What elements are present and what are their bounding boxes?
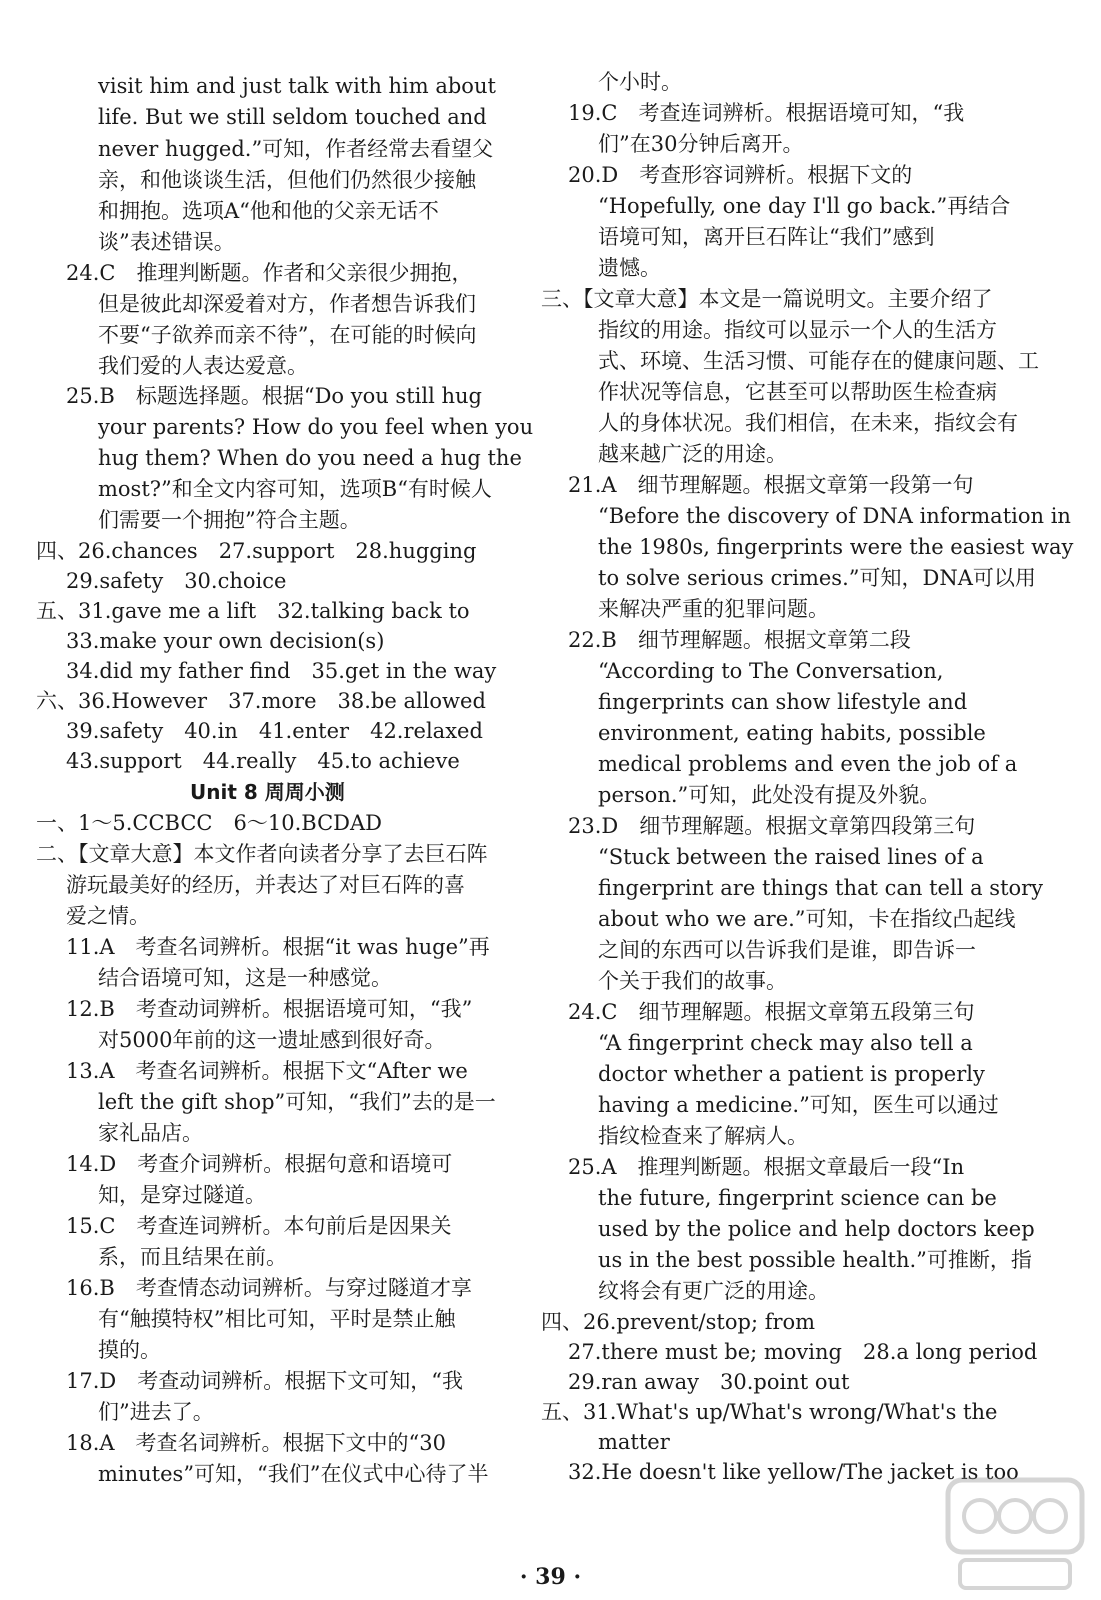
left-text-line: 们需要一个拥抱”符合主题。: [98, 508, 361, 532]
right-text-line: 语境可知，离开巨石阵让“我们”感到: [598, 225, 935, 249]
right-text-line: “A fingerprint check may also tell a: [598, 1031, 973, 1055]
right-text-line: 人的身体状况。我们相信，在未来，指纹会有: [598, 411, 1018, 435]
right-text-line: 纹将会有更广泛的用途。: [598, 1279, 829, 1303]
right-text-line: 23.D 细节理解题。根据文章第四段第三句: [568, 814, 976, 838]
right-text-line: 32.He doesn't like yellow/The jacket is too: [568, 1460, 1019, 1484]
right-text-line: medical problems and even the job of a: [598, 752, 1018, 776]
left-text-line: 家礼品店。: [98, 1121, 203, 1145]
left-text-line: 16.B 考查情态动词辨析。与穿过隧道才享: [66, 1276, 472, 1300]
page-number: · 39 ·: [519, 1564, 582, 1590]
left-text-line: 17.D 考查动词辨析。根据下文可知，“我: [66, 1369, 463, 1393]
right-text-line: fingerprint are things that can tell a story: [598, 876, 1044, 900]
left-text-line: 爱之情。: [66, 904, 150, 928]
watermark-logo: [940, 1470, 1090, 1596]
right-text-line: 27.there must be; moving 28.a long period: [568, 1340, 1038, 1364]
right-text-line: us in the best possible health.”可推断，指: [598, 1248, 1032, 1272]
left-text-line: 系，而且结果在前。: [98, 1245, 287, 1269]
left-text-line: 四、26.chances 27.support 28.hugging: [36, 539, 477, 563]
left-text-line: 15.C 考查连词辨析。本句前后是因果关: [66, 1214, 452, 1238]
left-text-line: 25.B 标题选择题。根据“Do you still hug: [66, 384, 482, 408]
left-text-line: your parents? How do you feel when you: [98, 415, 534, 439]
left-text-line: life. But we still seldom touched and: [98, 105, 487, 129]
left-text-line: minutes”可知，“我们”在仪式中心待了半: [98, 1462, 489, 1486]
left-text-line: 结合语境可知，这是一种感觉。: [98, 966, 392, 990]
left-text-line: hug them? When do you need a hug the: [98, 446, 522, 470]
right-text-line: person.”可知，此处没有提及外貌。: [598, 783, 941, 807]
right-text-line: 越来越广泛的用途。: [598, 442, 787, 466]
left-text-line: Unit 8 周周小测: [190, 780, 345, 804]
right-text-line: 29.ran away 30.point out: [568, 1370, 850, 1394]
right-text-line: 个关于我们的故事。: [598, 969, 787, 993]
right-text-line: 四、26.prevent/stop; from: [541, 1310, 816, 1334]
left-text-line: 对5000年前的这一遗址感到很好奇。: [98, 1028, 446, 1052]
right-text-line: 三、【文章大意】本文是一篇说明文。主要介绍了: [541, 287, 993, 311]
right-text-line: “Hopefully, one day I'll go back.”再结合: [598, 194, 1011, 218]
left-text-line: 二、【文章大意】本文作者向读者分享了去巨石阵: [36, 842, 488, 866]
right-text-line: 作状况等信息，它甚至可以帮助医生检查病: [598, 380, 997, 404]
left-text-line: 39.safety 40.in 41.enter 42.relaxed: [66, 719, 483, 743]
left-text-line: 不要“子欲养而亲不待”，在可能的时候向: [98, 323, 477, 347]
left-text-line: never hugged.”可知，作者经常去看望父: [98, 137, 494, 161]
left-text-line: 五、31.gave me a lift 32.talking back to: [36, 599, 470, 623]
left-text-line: 14.D 考查介词辨析。根据句意和语境可: [66, 1152, 453, 1176]
right-text-line: 式、环境、生活习惯、可能存在的健康问题、工: [598, 349, 1039, 373]
left-text-line: 知，是穿过隧道。: [98, 1183, 266, 1207]
left-text-line: 谈”表述错误。: [98, 230, 235, 254]
right-text-line: the future, fingerprint science can be: [598, 1186, 997, 1210]
right-text-line: fingerprints can show lifestyle and: [598, 690, 968, 714]
right-text-line: 指纹的用途。指纹可以显示一个人的生活方: [598, 318, 997, 342]
right-text-line: having a medicine.”可知，医生可以通过: [598, 1093, 999, 1117]
right-text-line: “Stuck between the raised lines of a: [598, 845, 984, 869]
right-text-line: doctor whether a patient is properly: [598, 1062, 985, 1086]
right-text-line: about who we are.”可知，卡在指纹凸起线: [598, 907, 1016, 931]
left-text-line: 12.B 考查动词辨析。根据语境可知，“我”: [66, 997, 473, 1021]
right-text-line: 20.D 考查形容词辨析。根据下文的: [568, 163, 913, 187]
left-text-line: most?”和全文内容可知，选项B“有时候人: [98, 477, 492, 501]
left-text-line: 29.safety 30.choice: [66, 569, 287, 593]
left-text-line: 有“触摸特权”相比可知，平时是禁止触: [98, 1307, 456, 1331]
left-text-line: 但是彼此却深爱着对方，作者想告诉我们: [98, 292, 476, 316]
left-text-line: 摸的。: [98, 1338, 161, 1362]
left-text-line: visit him and just talk with him about: [98, 74, 496, 98]
right-text-line: 之间的东西可以告诉我们是谁，即告诉一: [598, 938, 976, 962]
right-text-line: 遗憾。: [598, 256, 661, 280]
right-text-line: matter: [598, 1430, 670, 1454]
right-text-line: 25.A 推理判断题。根据文章最后一段“In: [568, 1155, 965, 1179]
right-text-line: 24.C 细节理解题。根据文章第五段第三句: [568, 1000, 975, 1024]
left-text-line: 游玩最美好的经历，并表达了对巨石阵的喜: [66, 873, 465, 897]
right-text-line: “Before the discovery of DNA information in: [598, 504, 1071, 528]
right-text-line: 来解决严重的犯罪问题。: [598, 597, 829, 621]
left-text-line: 六、36.However 37.more 38.be allowed: [36, 689, 486, 713]
right-text-line: environment, eating habits, possible: [598, 721, 986, 745]
right-text-line: the 1980s, fingerprints were the easiest way: [598, 535, 1074, 559]
left-text-line: 18.A 考查名词辨析。根据下文中的“30: [66, 1431, 447, 1455]
left-text-line: 43.support 44.really 45.to achieve: [66, 749, 460, 773]
right-text-line: 19.C 考查连词辨析。根据语境可知，“我: [568, 101, 965, 125]
right-text-line: 21.A 细节理解题。根据文章第一段第一句: [568, 473, 974, 497]
left-text-line: 24.C 推理判断题。作者和父亲很少拥抱，: [66, 261, 473, 285]
right-text-line: 22.B 细节理解题。根据文章第二段: [568, 628, 911, 652]
left-text-line: 11.A 考查名词辨析。根据“it was huge”再: [66, 935, 490, 959]
left-text-line: left the gift shop”可知，“我们”去的是一: [98, 1090, 496, 1114]
left-text-line: 13.A 考查名词辨析。根据下文“After we: [66, 1059, 468, 1083]
right-text-line: used by the police and help doctors keep: [598, 1217, 1035, 1241]
left-text-line: 我们爱的人表达爱意。: [98, 354, 308, 378]
left-text-line: 亲，和他谈谈生活，但他们仍然很少接触: [98, 168, 476, 192]
left-text-line: 33.make your own decision(s): [66, 629, 385, 653]
right-text-line: 指纹检查来了解病人。: [598, 1124, 808, 1148]
right-text-line: 们”在30分钟后离开。: [598, 132, 804, 156]
right-text-line: 个小时。: [598, 70, 682, 94]
right-text-line: 五、31.What's up/What's wrong/What's the: [541, 1400, 998, 1424]
right-text-line: “According to The Conversation,: [598, 659, 944, 683]
left-text-line: 一、1～5.CCBCC 6～10.BCDAD: [36, 811, 382, 835]
left-text-line: 34.did my father find 35.get in the way: [66, 659, 497, 683]
left-text-line: 和拥抱。选项A“他和他的父亲无话不: [98, 199, 439, 223]
right-text-line: to solve serious crimes.”可知，DNA可以用: [598, 566, 1036, 590]
left-text-line: 们”进去了。: [98, 1400, 214, 1424]
